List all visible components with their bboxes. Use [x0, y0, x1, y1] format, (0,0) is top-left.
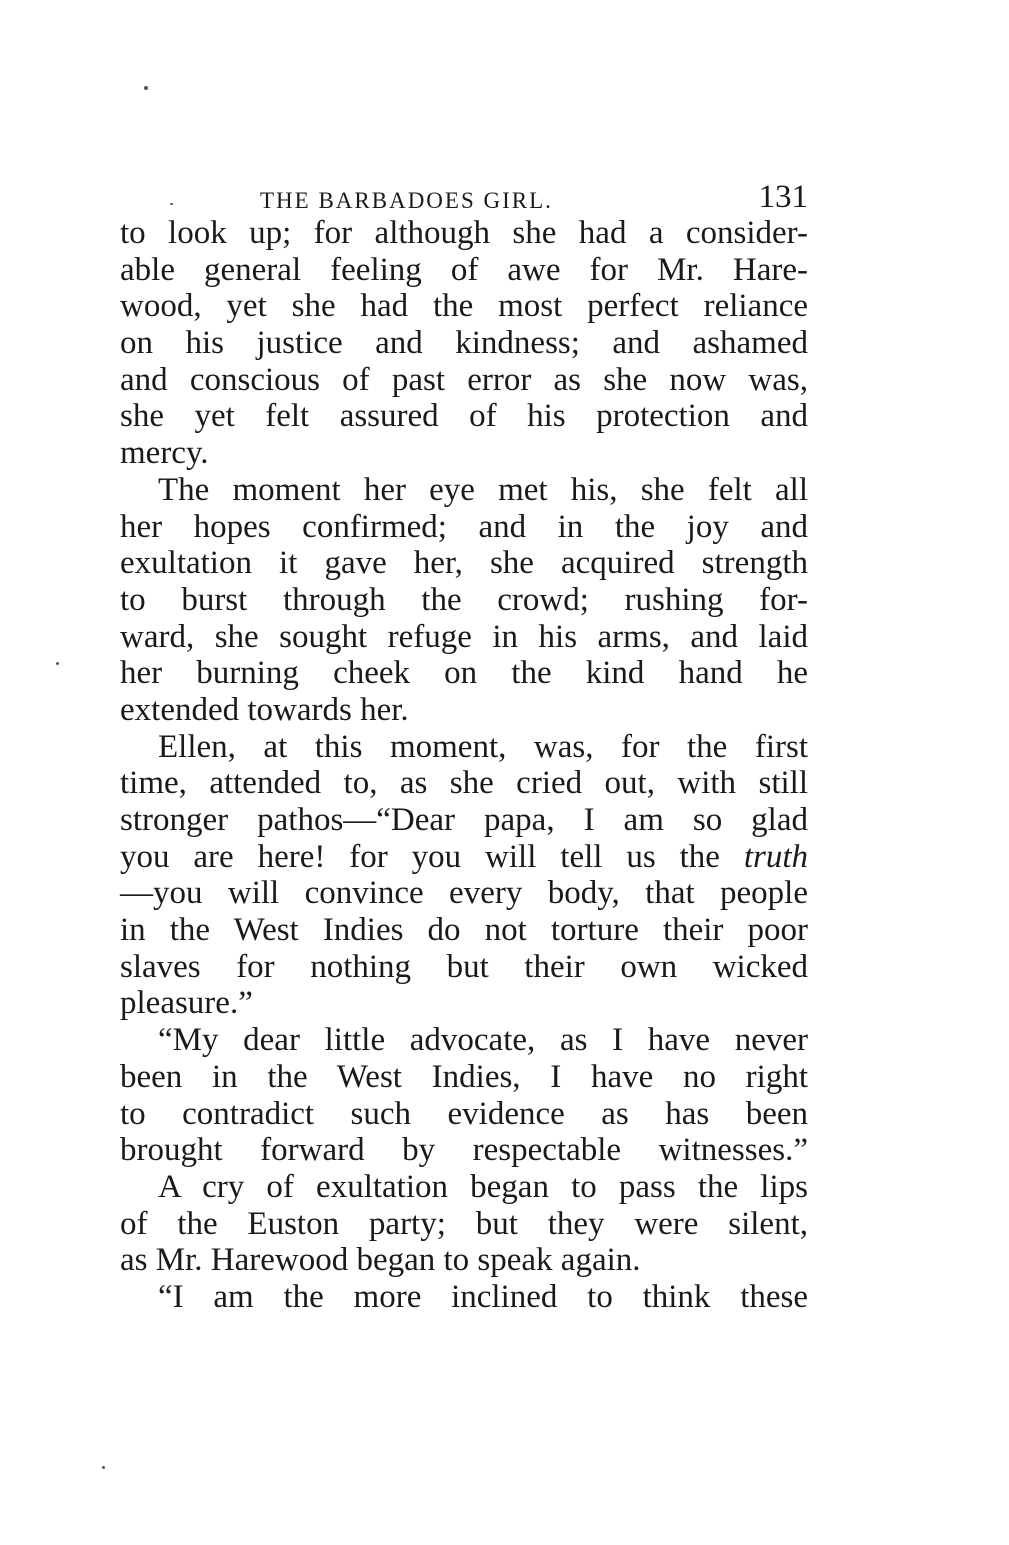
- paragraph-first-line: “My dear little advocate, as I have never: [158, 1022, 808, 1059]
- text-line: and conscious of past error as she now was,: [120, 361, 808, 398]
- paragraph-first-line: The moment her eye met his, she felt all: [158, 471, 808, 508]
- text-line: on his justice and kindness; and ashamed: [120, 325, 808, 362]
- text-line: ward, she sought refuge in his arms, and laid: [120, 618, 808, 655]
- body-text: [120, 215, 808, 1316]
- text-line: to look up; for although she had a consider-: [120, 215, 808, 251]
- text-line: of the Euston party; but they were silent,: [120, 1205, 808, 1242]
- text-line: she yet felt assured of his protection and: [120, 398, 808, 435]
- paragraph-first-line: “I am the more inclined to think these: [158, 1278, 808, 1315]
- page-number: 131: [758, 179, 808, 215]
- text-line: wood, yet she had the most perfect reliance: [120, 288, 808, 325]
- text-run: you are here! for you will tell us the: [120, 838, 720, 875]
- print-speck: [144, 86, 148, 90]
- text-line: time, attended to, as she cried out, with still: [120, 765, 808, 802]
- text-line: exultation it gave her, she acquired strength: [120, 545, 808, 582]
- text-line: in the West Indies do not torture their poor: [120, 912, 808, 949]
- text-line: been in the West Indies, I have no right: [120, 1058, 808, 1095]
- text-line: pleasure.”: [120, 985, 253, 1022]
- text-line: her burning cheek on the kind hand he: [120, 655, 808, 692]
- text-line: —you will convince every body, that people: [120, 875, 808, 912]
- running-head: [120, 176, 808, 220]
- text-line: extended towards her.: [120, 691, 409, 728]
- print-speck: [56, 662, 59, 665]
- text-line: able general feeling of awe for Mr. Hare-: [120, 251, 808, 288]
- text-line: slaves for nothing but their own wicked: [120, 948, 808, 985]
- text-line: brought forward by respectable witnesses.”: [120, 1132, 808, 1169]
- running-title: THE BARBADOES GIRL.: [260, 188, 553, 213]
- paragraph-first-line: A cry of exultation began to pass the lips: [158, 1168, 808, 1205]
- text-line: to burst through the crowd; rushing for-: [120, 581, 808, 618]
- text-line-with-emphasis: [120, 839, 808, 876]
- text-line: as Mr. Harewood began to speak again.: [120, 1242, 641, 1279]
- text-line: her hopes confirmed; and in the joy and: [120, 508, 808, 545]
- emphasized-word: truth: [743, 838, 808, 875]
- text-line: mercy.: [120, 435, 209, 472]
- text-line: to contradict such evidence as has been: [120, 1095, 808, 1132]
- print-speck: [102, 1466, 105, 1469]
- text-line: stronger pathos—“Dear papa, I am so glad: [120, 802, 808, 838]
- paragraph-first-line: Ellen, at this moment, was, for the first: [158, 728, 808, 765]
